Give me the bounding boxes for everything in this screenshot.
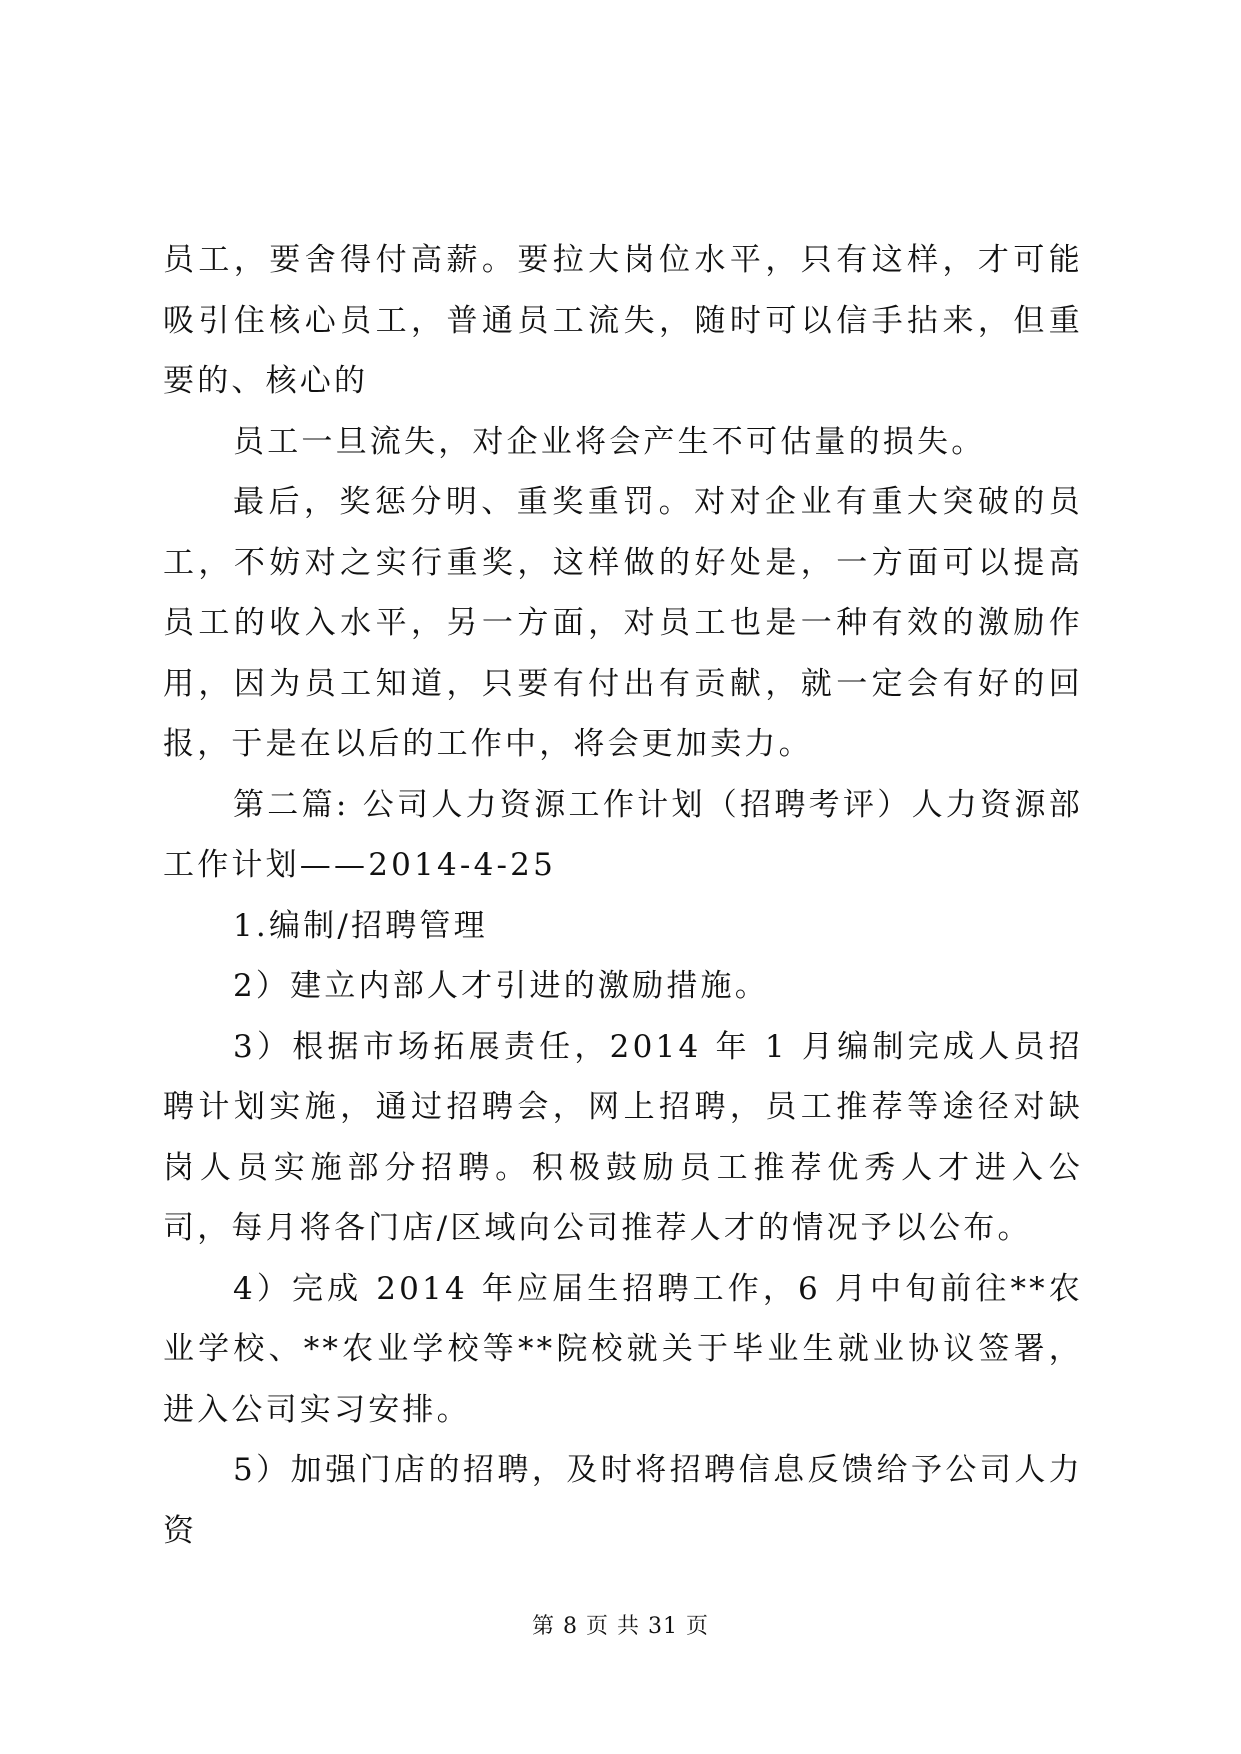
list-item-2: 2）建立内部人才引进的激励措施。 <box>233 968 769 1004</box>
page-footer <box>0 1609 1241 1640</box>
list-item-5: 5）加强门店的招聘，及时将招聘信息反馈给予公司人力资 <box>163 1452 1083 1549</box>
list-item-1: 1.编制/招聘管理 <box>233 907 488 944</box>
document-body <box>163 230 1083 1561</box>
paragraph-1: 员工，要舍得付高薪。要拉大岗位水平，只有这样，才可能吸引住核心员工，普通员工流失，随时可以信手拈来，但重要的、核心的 <box>163 242 1083 399</box>
list-item-3: 3）根据市场拓展责任，2014 年 1 月编制完成人员招聘计划实施，通过招聘会，网上招聘，员工推荐等途径对缺岗人员实施部分招聘。积极鼓励员工推荐优秀人才进入公司，每月将各门店/区域向公司推荐人才的情况予以公布。 <box>163 1028 1083 1246</box>
page-number-label: 第 8 页 共 31 页 <box>532 1614 709 1639</box>
paragraph-3: 最后，奖惩分明、重奖重罚。对对企业有重大突破的员工，不妨对之实行重奖，这样做的好处是，一方面可以提高员工的收入水平，另一方面，对员工也是一种有效的激励作用，因为员工知道，只要有付出有贡献，就一定会有好的回报，于是在以后的工作中，将会更加卖力。 <box>163 484 1083 762</box>
list-item-4: 4）完成 2014 年应届生招聘工作，6 月中旬前往**农业学校、**农业学校等**院校就关于毕业生就业协议签署，进入公司实习安排。 <box>163 1270 1083 1428</box>
section-heading: 第二篇: 公司人力资源工作计划（招聘考评）人力资源部工作计划——2014-4-25 <box>163 786 1083 883</box>
paragraph-2: 员工一旦流失，对企业将会产生不可估量的损失。 <box>233 423 986 460</box>
